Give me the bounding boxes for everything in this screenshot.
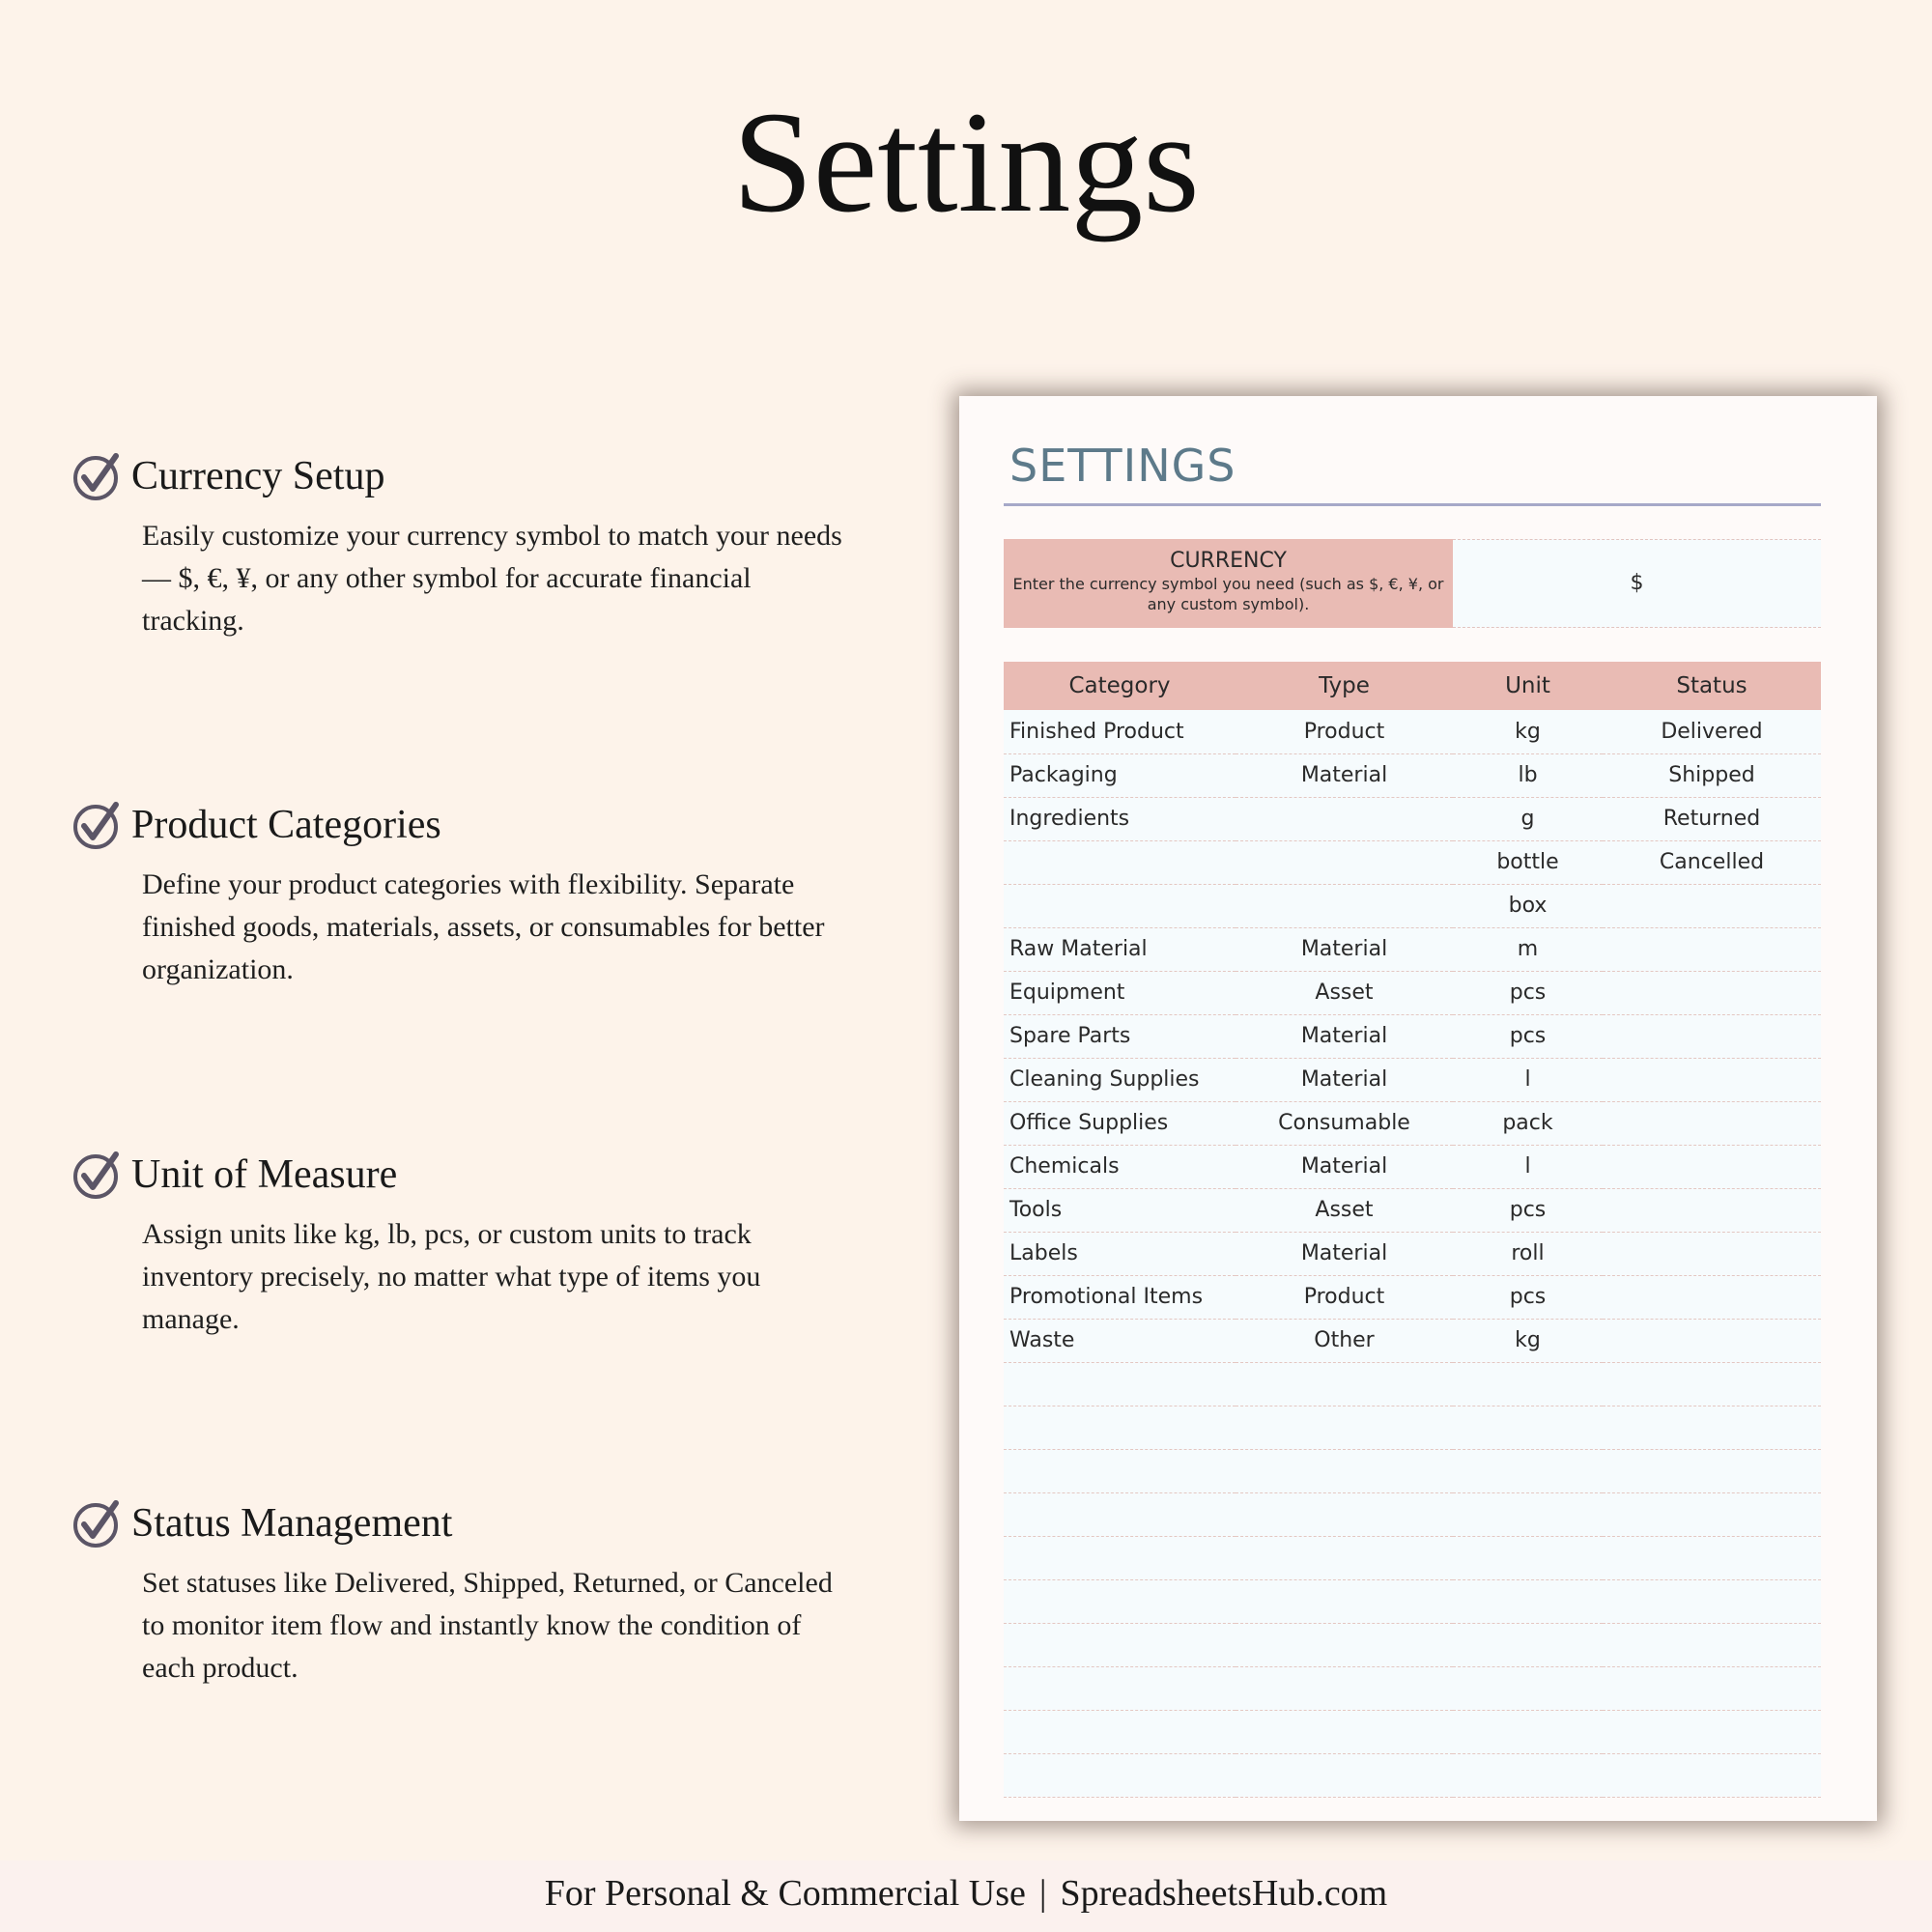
table-row: [1004, 1666, 1821, 1710]
checkmark-circle-icon: [71, 450, 124, 502]
currency-help-text: Enter the currency symbol you need (such as $, €, ¥, or any custom symbol).: [1012, 575, 1444, 613]
cell-unit[interactable]: l: [1453, 1145, 1603, 1188]
cell-status[interactable]: [1603, 927, 1821, 971]
table-row: [1004, 1449, 1821, 1492]
cell-type[interactable]: Material: [1236, 1014, 1453, 1058]
cell-category[interactable]: [1004, 1623, 1236, 1666]
cell-category[interactable]: Tools: [1004, 1188, 1236, 1232]
table-row: [1004, 1710, 1821, 1753]
cell-category[interactable]: Labels: [1004, 1232, 1236, 1275]
cell-category[interactable]: [1004, 1406, 1236, 1449]
cell-category[interactable]: [1004, 1492, 1236, 1536]
table-row: [1004, 1014, 1821, 1058]
cell-type[interactable]: [1236, 1710, 1453, 1753]
cell-category[interactable]: [1004, 1536, 1236, 1579]
cell-type[interactable]: [1236, 1362, 1453, 1406]
table-row: [1004, 1275, 1821, 1319]
footer: [0, 1872, 1932, 1915]
currency-heading: CURRENCY: [1170, 549, 1287, 573]
cell-unit[interactable]: [1453, 1753, 1603, 1797]
cell-type[interactable]: [1236, 797, 1453, 840]
table-row: [1004, 1362, 1821, 1406]
currency-label: [1004, 539, 1453, 628]
table-row: [1004, 1579, 1821, 1623]
cell-unit[interactable]: [1453, 1406, 1603, 1449]
cell-type[interactable]: [1236, 1579, 1453, 1623]
cell-category[interactable]: Office Supplies: [1004, 1101, 1236, 1145]
table-row: [1004, 1058, 1821, 1101]
cell-type[interactable]: [1236, 884, 1453, 927]
cell-category[interactable]: Packaging: [1004, 753, 1236, 797]
cell-type[interactable]: [1236, 1753, 1453, 1797]
footer-usage-text: For Personal & Commercial Use: [544, 1873, 1026, 1914]
cell-category[interactable]: Promotional Items: [1004, 1275, 1236, 1319]
cell-status[interactable]: [1603, 1014, 1821, 1058]
feature-title: Currency Setup: [131, 454, 385, 498]
cell-type[interactable]: [1236, 1492, 1453, 1536]
settings-sheet-preview: [959, 396, 1877, 1821]
feature-description: Assign units like kg, lb, pcs, or custom units to track inventory precisely, no matter what type of items you manage.: [142, 1218, 761, 1335]
table-header-row: [1004, 662, 1821, 710]
table-row: [1004, 1188, 1821, 1232]
cell-status[interactable]: [1603, 884, 1821, 927]
cell-status[interactable]: [1603, 1319, 1821, 1362]
table-row: [1004, 1406, 1821, 1449]
cell-unit[interactable]: kg: [1453, 710, 1603, 753]
cell-unit[interactable]: g: [1453, 797, 1603, 840]
cell-type[interactable]: [1236, 1449, 1453, 1492]
feature-title: Status Management: [131, 1501, 453, 1546]
cell-type[interactable]: Material: [1236, 927, 1453, 971]
cell-category[interactable]: Cleaning Supplies: [1004, 1058, 1236, 1101]
cell-category[interactable]: Spare Parts: [1004, 1014, 1236, 1058]
cell-status[interactable]: Cancelled: [1603, 840, 1821, 884]
cell-category[interactable]: Waste: [1004, 1319, 1236, 1362]
table-row: [1004, 797, 1821, 840]
cell-category[interactable]: Raw Material: [1004, 927, 1236, 971]
cell-type[interactable]: Asset: [1236, 1188, 1453, 1232]
cell-type[interactable]: Material: [1236, 1232, 1453, 1275]
cell-category[interactable]: [1004, 840, 1236, 884]
cell-unit[interactable]: pcs: [1453, 971, 1603, 1014]
cell-status[interactable]: [1603, 1362, 1821, 1406]
cell-unit[interactable]: kg: [1453, 1319, 1603, 1362]
cell-status[interactable]: Shipped: [1603, 753, 1821, 797]
cell-status[interactable]: [1603, 1188, 1821, 1232]
cell-type[interactable]: Product: [1236, 1275, 1453, 1319]
cell-category[interactable]: [1004, 884, 1236, 927]
checkmark-circle-icon: [71, 799, 124, 851]
title-divider: [1004, 503, 1821, 506]
cell-type[interactable]: Material: [1236, 1058, 1453, 1101]
cell-unit[interactable]: pack: [1453, 1101, 1603, 1145]
table-row: [1004, 1145, 1821, 1188]
cell-unit[interactable]: pcs: [1453, 1188, 1603, 1232]
cell-type[interactable]: [1236, 840, 1453, 884]
cell-unit[interactable]: lb: [1453, 753, 1603, 797]
cell-status[interactable]: [1603, 1145, 1821, 1188]
cell-unit[interactable]: [1453, 1579, 1603, 1623]
cell-unit[interactable]: [1453, 1362, 1603, 1406]
feature-status-management: [71, 1494, 844, 1690]
table-row: [1004, 1623, 1821, 1666]
cell-category[interactable]: [1004, 1449, 1236, 1492]
cell-type[interactable]: Material: [1236, 1145, 1453, 1188]
feature-unit-of-measure: [71, 1146, 844, 1341]
cell-type[interactable]: Material: [1236, 753, 1453, 797]
table-row: [1004, 1492, 1821, 1536]
cell-category[interactable]: Finished Product: [1004, 710, 1236, 753]
cell-category[interactable]: Equipment: [1004, 971, 1236, 1014]
cell-unit[interactable]: [1453, 1449, 1603, 1492]
cell-status[interactable]: [1603, 1579, 1821, 1623]
cell-unit[interactable]: bottle: [1453, 840, 1603, 884]
cell-category[interactable]: [1004, 1666, 1236, 1710]
table-row: [1004, 1536, 1821, 1579]
column-header-status: Status: [1603, 662, 1821, 710]
cell-category[interactable]: Ingredients: [1004, 797, 1236, 840]
cell-type[interactable]: Consumable: [1236, 1101, 1453, 1145]
cell-status[interactable]: [1603, 1492, 1821, 1536]
cell-category[interactable]: [1004, 1362, 1236, 1406]
feature-description: Define your product categories with flexibility. Separate finished goods, materials, assets, or consumables for better organization.: [142, 868, 825, 985]
feature-currency-setup: [71, 447, 844, 642]
cell-status[interactable]: [1603, 971, 1821, 1014]
table-row: [1004, 927, 1821, 971]
checkmark-circle-icon: [71, 1497, 124, 1549]
cell-status[interactable]: Returned: [1603, 797, 1821, 840]
cell-status[interactable]: [1603, 1753, 1821, 1797]
cell-status[interactable]: Delivered: [1603, 710, 1821, 753]
table-row: [1004, 840, 1821, 884]
footer-website: SpreadsheetsHub.com: [1060, 1873, 1388, 1914]
cell-status[interactable]: [1603, 1232, 1821, 1275]
table-row: [1004, 710, 1821, 753]
cell-unit[interactable]: pcs: [1453, 1275, 1603, 1319]
feature-title: Unit of Measure: [131, 1152, 398, 1197]
feature-title: Product Categories: [131, 803, 441, 847]
cell-category[interactable]: [1004, 1710, 1236, 1753]
cell-unit[interactable]: [1453, 1710, 1603, 1753]
cell-status[interactable]: [1603, 1406, 1821, 1449]
checkmark-circle-icon: [71, 1149, 124, 1201]
cell-type[interactable]: [1236, 1406, 1453, 1449]
table-row: [1004, 1232, 1821, 1275]
cell-type[interactable]: Product: [1236, 710, 1453, 753]
cell-status[interactable]: [1603, 1666, 1821, 1710]
cell-status[interactable]: [1603, 1449, 1821, 1492]
cell-unit[interactable]: l: [1453, 1058, 1603, 1101]
table-row: [1004, 971, 1821, 1014]
cell-unit[interactable]: [1453, 1666, 1603, 1710]
cell-status[interactable]: [1603, 1623, 1821, 1666]
cell-type[interactable]: [1236, 1536, 1453, 1579]
footer-separator: |: [1038, 1873, 1047, 1914]
cell-type[interactable]: Other: [1236, 1319, 1453, 1362]
feature-description: Set statuses like Delivered, Shipped, Returned, or Canceled to monitor item flow and instantly know the condition of each product.: [142, 1567, 833, 1684]
cell-type[interactable]: Asset: [1236, 971, 1453, 1014]
cell-type[interactable]: [1236, 1666, 1453, 1710]
table-row: [1004, 1753, 1821, 1797]
cell-unit[interactable]: [1453, 1536, 1603, 1579]
cell-unit[interactable]: box: [1453, 884, 1603, 927]
cell-status[interactable]: [1603, 1710, 1821, 1753]
cell-type[interactable]: [1236, 1623, 1453, 1666]
table-row: [1004, 1101, 1821, 1145]
sheet-title: SETTINGS: [1009, 440, 1236, 492]
table-body: [1004, 710, 1821, 1797]
table-row: [1004, 884, 1821, 927]
cell-unit[interactable]: roll: [1453, 1232, 1603, 1275]
cell-unit[interactable]: pcs: [1453, 1014, 1603, 1058]
cell-status[interactable]: [1603, 1275, 1821, 1319]
column-header-category: Category: [1004, 662, 1236, 710]
currency-input[interactable]: $: [1453, 539, 1821, 628]
column-header-unit: Unit: [1453, 662, 1603, 710]
table-row: [1004, 753, 1821, 797]
settings-table: [1004, 662, 1821, 1798]
cell-category[interactable]: [1004, 1579, 1236, 1623]
cell-status[interactable]: [1603, 1101, 1821, 1145]
page-title: Settings: [732, 82, 1200, 242]
feature-description: Easily customize your currency symbol to match your needs — $, €, ¥, or any other symbol for accurate financial tracking.: [142, 520, 842, 637]
feature-product-categories: [71, 796, 844, 991]
column-header-type: Type: [1236, 662, 1453, 710]
table-row: [1004, 1319, 1821, 1362]
cell-unit[interactable]: m: [1453, 927, 1603, 971]
cell-category[interactable]: Chemicals: [1004, 1145, 1236, 1188]
cell-status[interactable]: [1603, 1536, 1821, 1579]
cell-status[interactable]: [1603, 1058, 1821, 1101]
cell-unit[interactable]: [1453, 1623, 1603, 1666]
cell-category[interactable]: [1004, 1753, 1236, 1797]
cell-unit[interactable]: [1453, 1492, 1603, 1536]
